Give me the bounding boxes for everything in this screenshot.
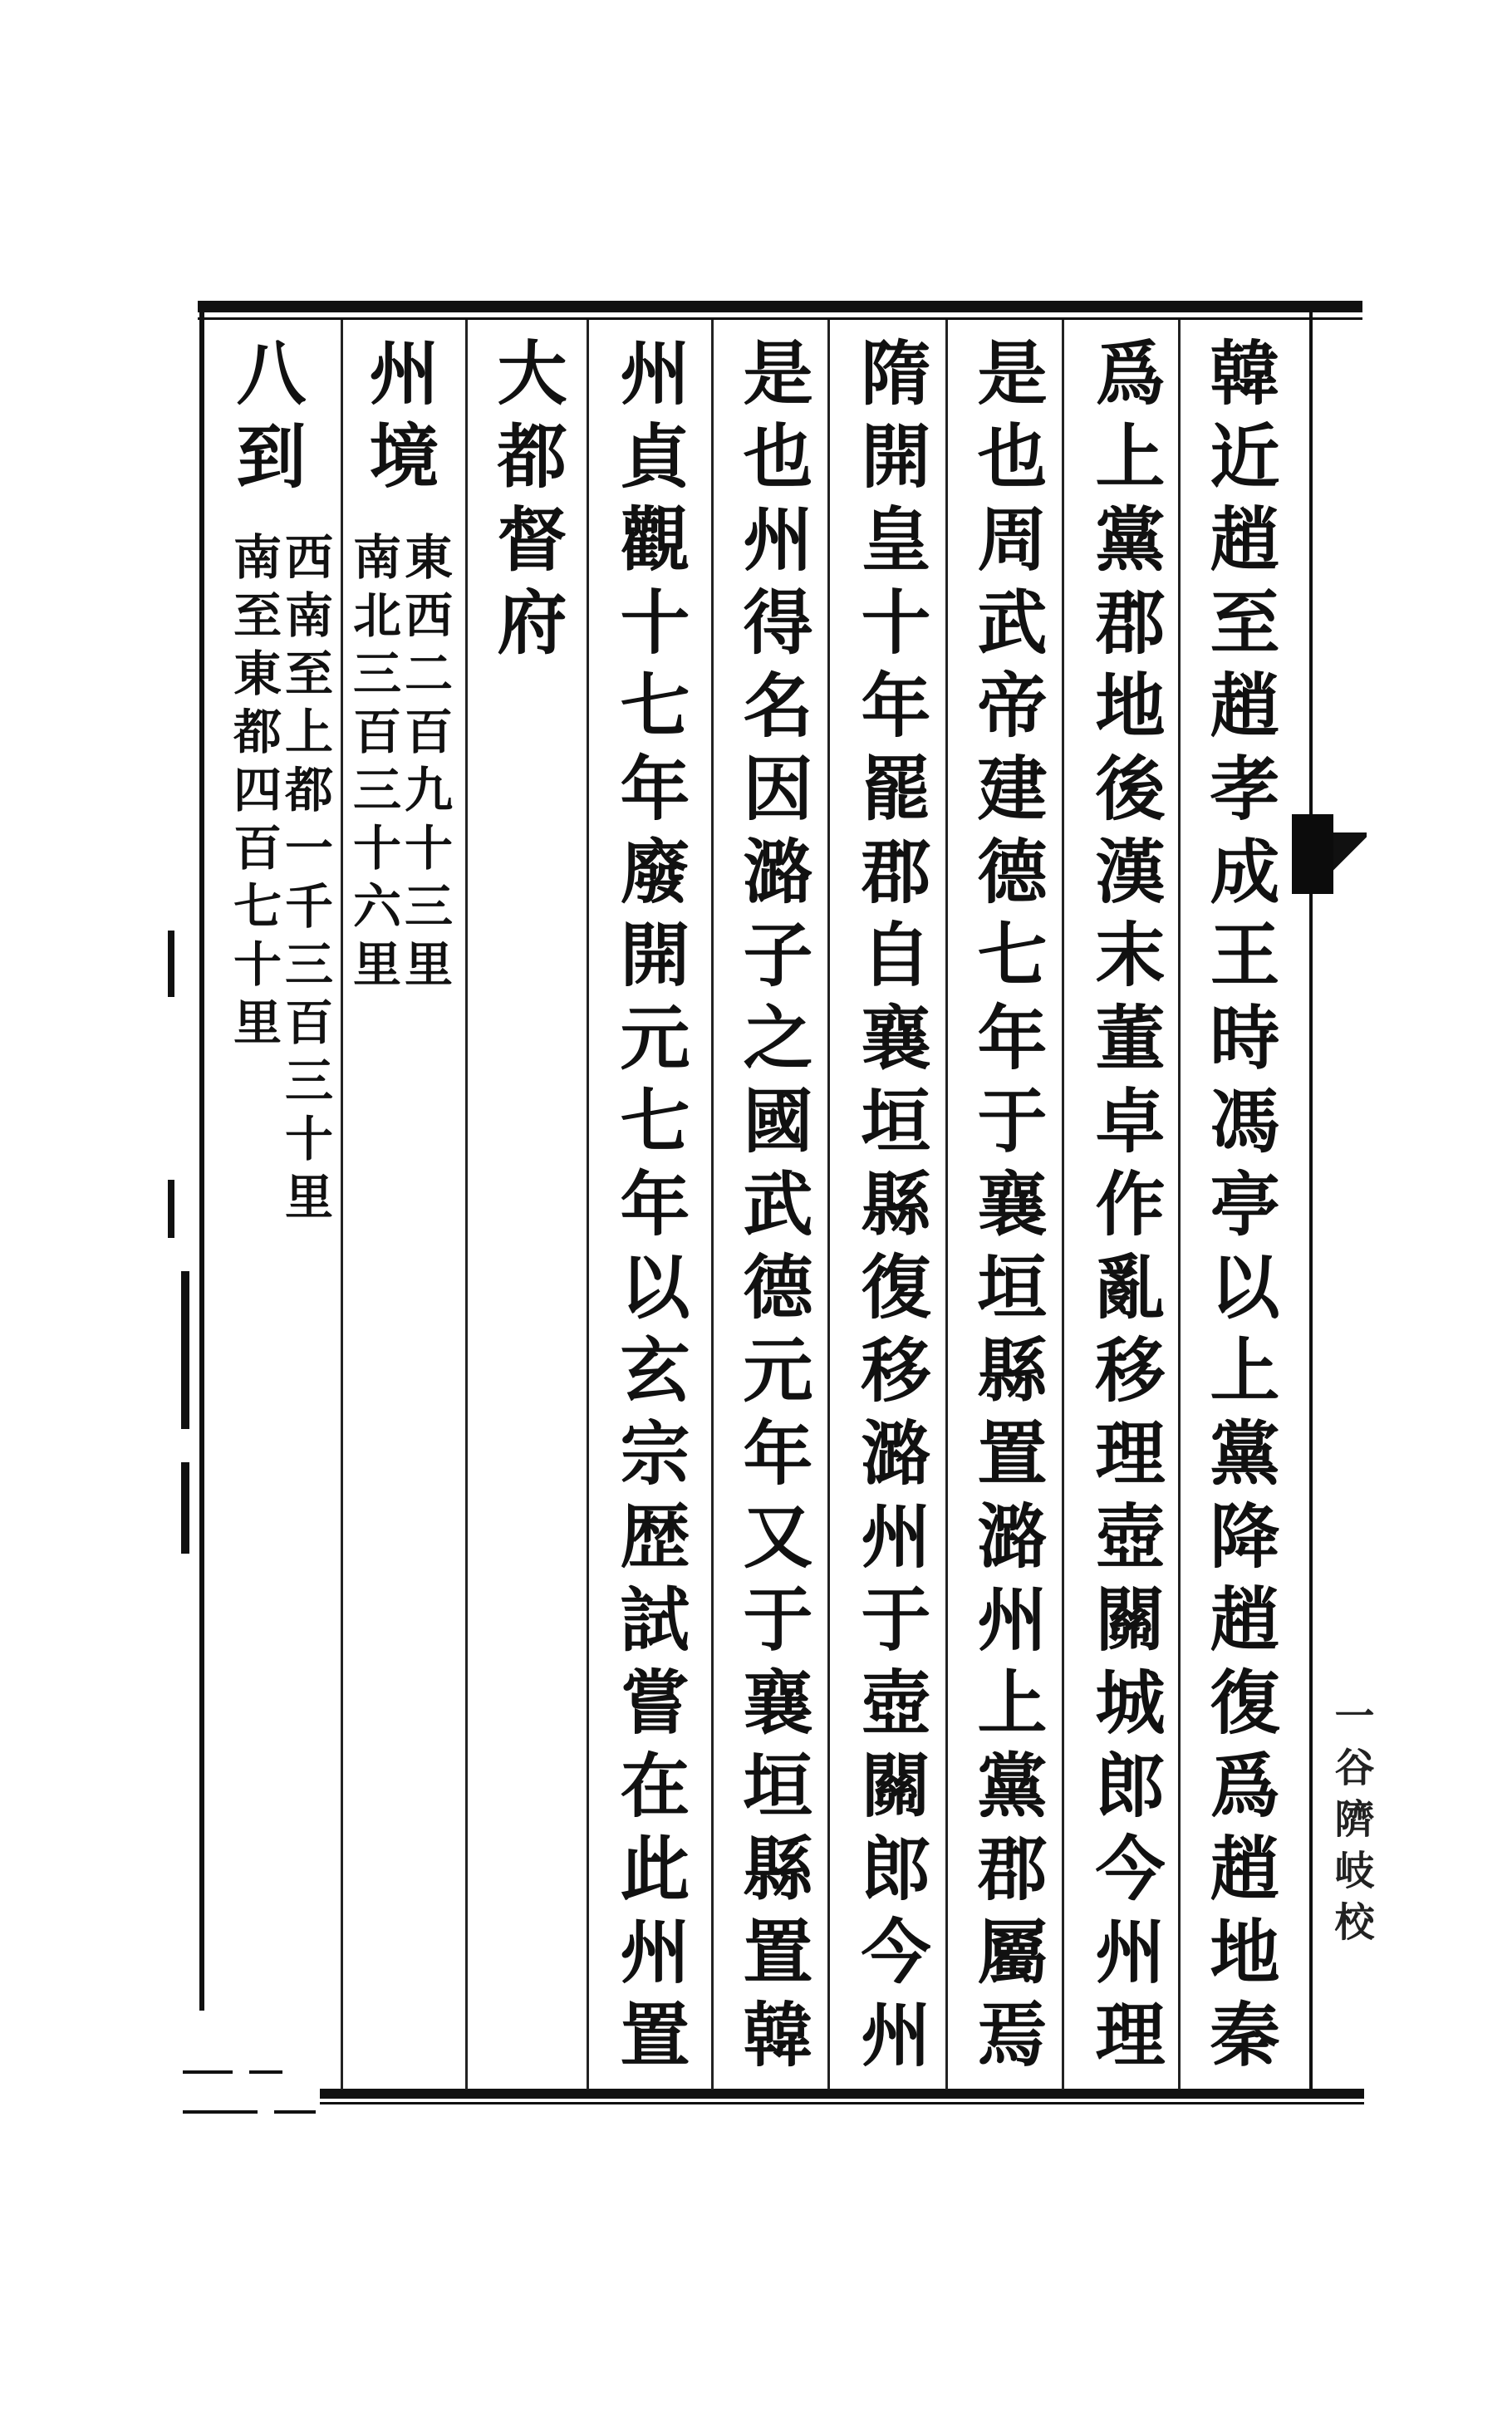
fishtail-wedge-mark [1333,832,1367,882]
column-divider [945,320,948,2090]
fishtail-mark [1292,814,1333,894]
section-label-zhoujing: 州境 [358,336,440,503]
column-divider [1062,320,1064,2090]
left-edge-mark [168,1180,174,1238]
text-column-4: 隋開皇十年罷郡自襄垣縣復移潞州于壺關郎今州 [850,336,932,2081]
margin-colophon: 一谷隮岐校 [1328,1695,1374,1952]
left-edge-mark [168,931,174,997]
text-column-1: 韓近趙至趙孝成王時馮亭以上黨降趙復爲趙地秦 [1199,336,1281,2081]
annotation-dongxi: 東西二百九十三里 [396,532,453,997]
column-divider [341,320,343,2090]
text-column-3: 是也周武帝建德七年于襄垣縣置潞州上黨郡屬焉 [966,336,1048,2081]
left-edge-mark [181,1462,189,1554]
column-divider [827,320,830,2090]
annotation-xinan: 西南至上都一千三百三十里 [277,532,333,1230]
annotation-nanbei: 南北三百三十六里 [345,532,401,997]
annotation-nan: 南至東都四百七十里 [225,532,282,1055]
ink-dash [183,2070,233,2074]
ink-dash [183,2110,258,2114]
ink-dash [274,2110,316,2114]
frame-left-rule [199,307,204,2011]
text-column-5: 是也州得名因潞子之國武德元年又于襄垣縣置韓 [732,336,814,2081]
column-divider [465,320,468,2090]
frame-bottom-rule-thin [320,2102,1364,2104]
frame-top-rule-thin [198,317,1362,320]
frame-top-rule [198,301,1362,312]
frame-right-rule [1309,309,1313,2095]
column-divider [587,320,589,2090]
column-divider [1178,320,1181,2090]
ink-dash [249,2070,282,2074]
left-edge-mark [181,1271,189,1429]
text-column-2: 爲上黨郡地後漢末董卓作亂移理壺關城郎今州理 [1084,336,1166,2081]
text-column-6: 州貞觀十七年廢開元七年以玄宗歴試嘗在此州置 [609,336,691,2081]
frame-bottom-rule [320,2089,1364,2099]
heading-column: 大都督府 [486,336,568,669]
section-label-badao: 八到 [225,336,307,503]
column-divider [711,320,714,2090]
